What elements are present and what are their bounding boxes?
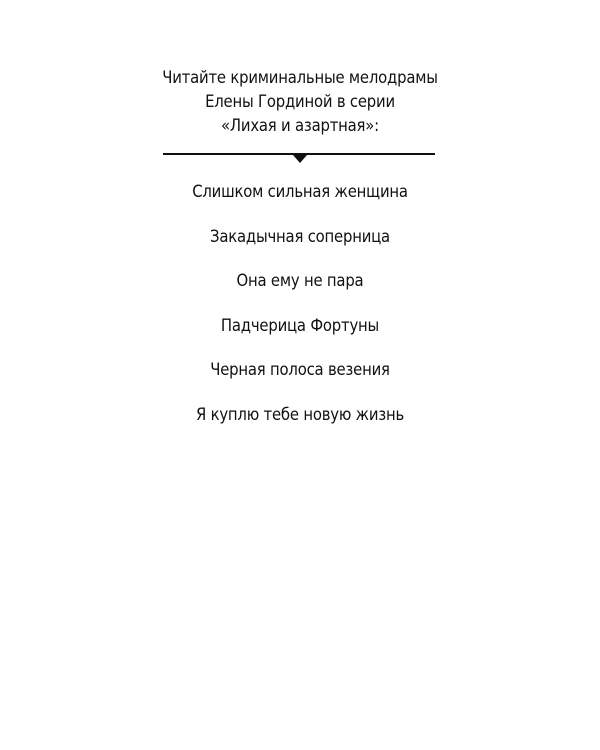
book-title: Она ему не пара	[236, 271, 364, 291]
book-title-list	[0, 180, 600, 448]
book-title: Падчерица Фортуны	[220, 315, 380, 335]
series-header	[0, 66, 600, 138]
header-line: Читайте криминальные мелодрамы	[162, 68, 438, 87]
header-line: Елены Гординой в серии	[205, 92, 395, 111]
book-title: Слишком сильная женщина	[192, 182, 408, 201]
book-title: Закадычная соперница	[210, 226, 390, 246]
book-title: Черная полоса везения	[210, 360, 390, 380]
header-line: «Лихая и азартная»:	[221, 116, 379, 135]
triangle-down-icon	[293, 155, 307, 163]
book-title: Я куплю тебе новую жизнь	[195, 404, 405, 424]
